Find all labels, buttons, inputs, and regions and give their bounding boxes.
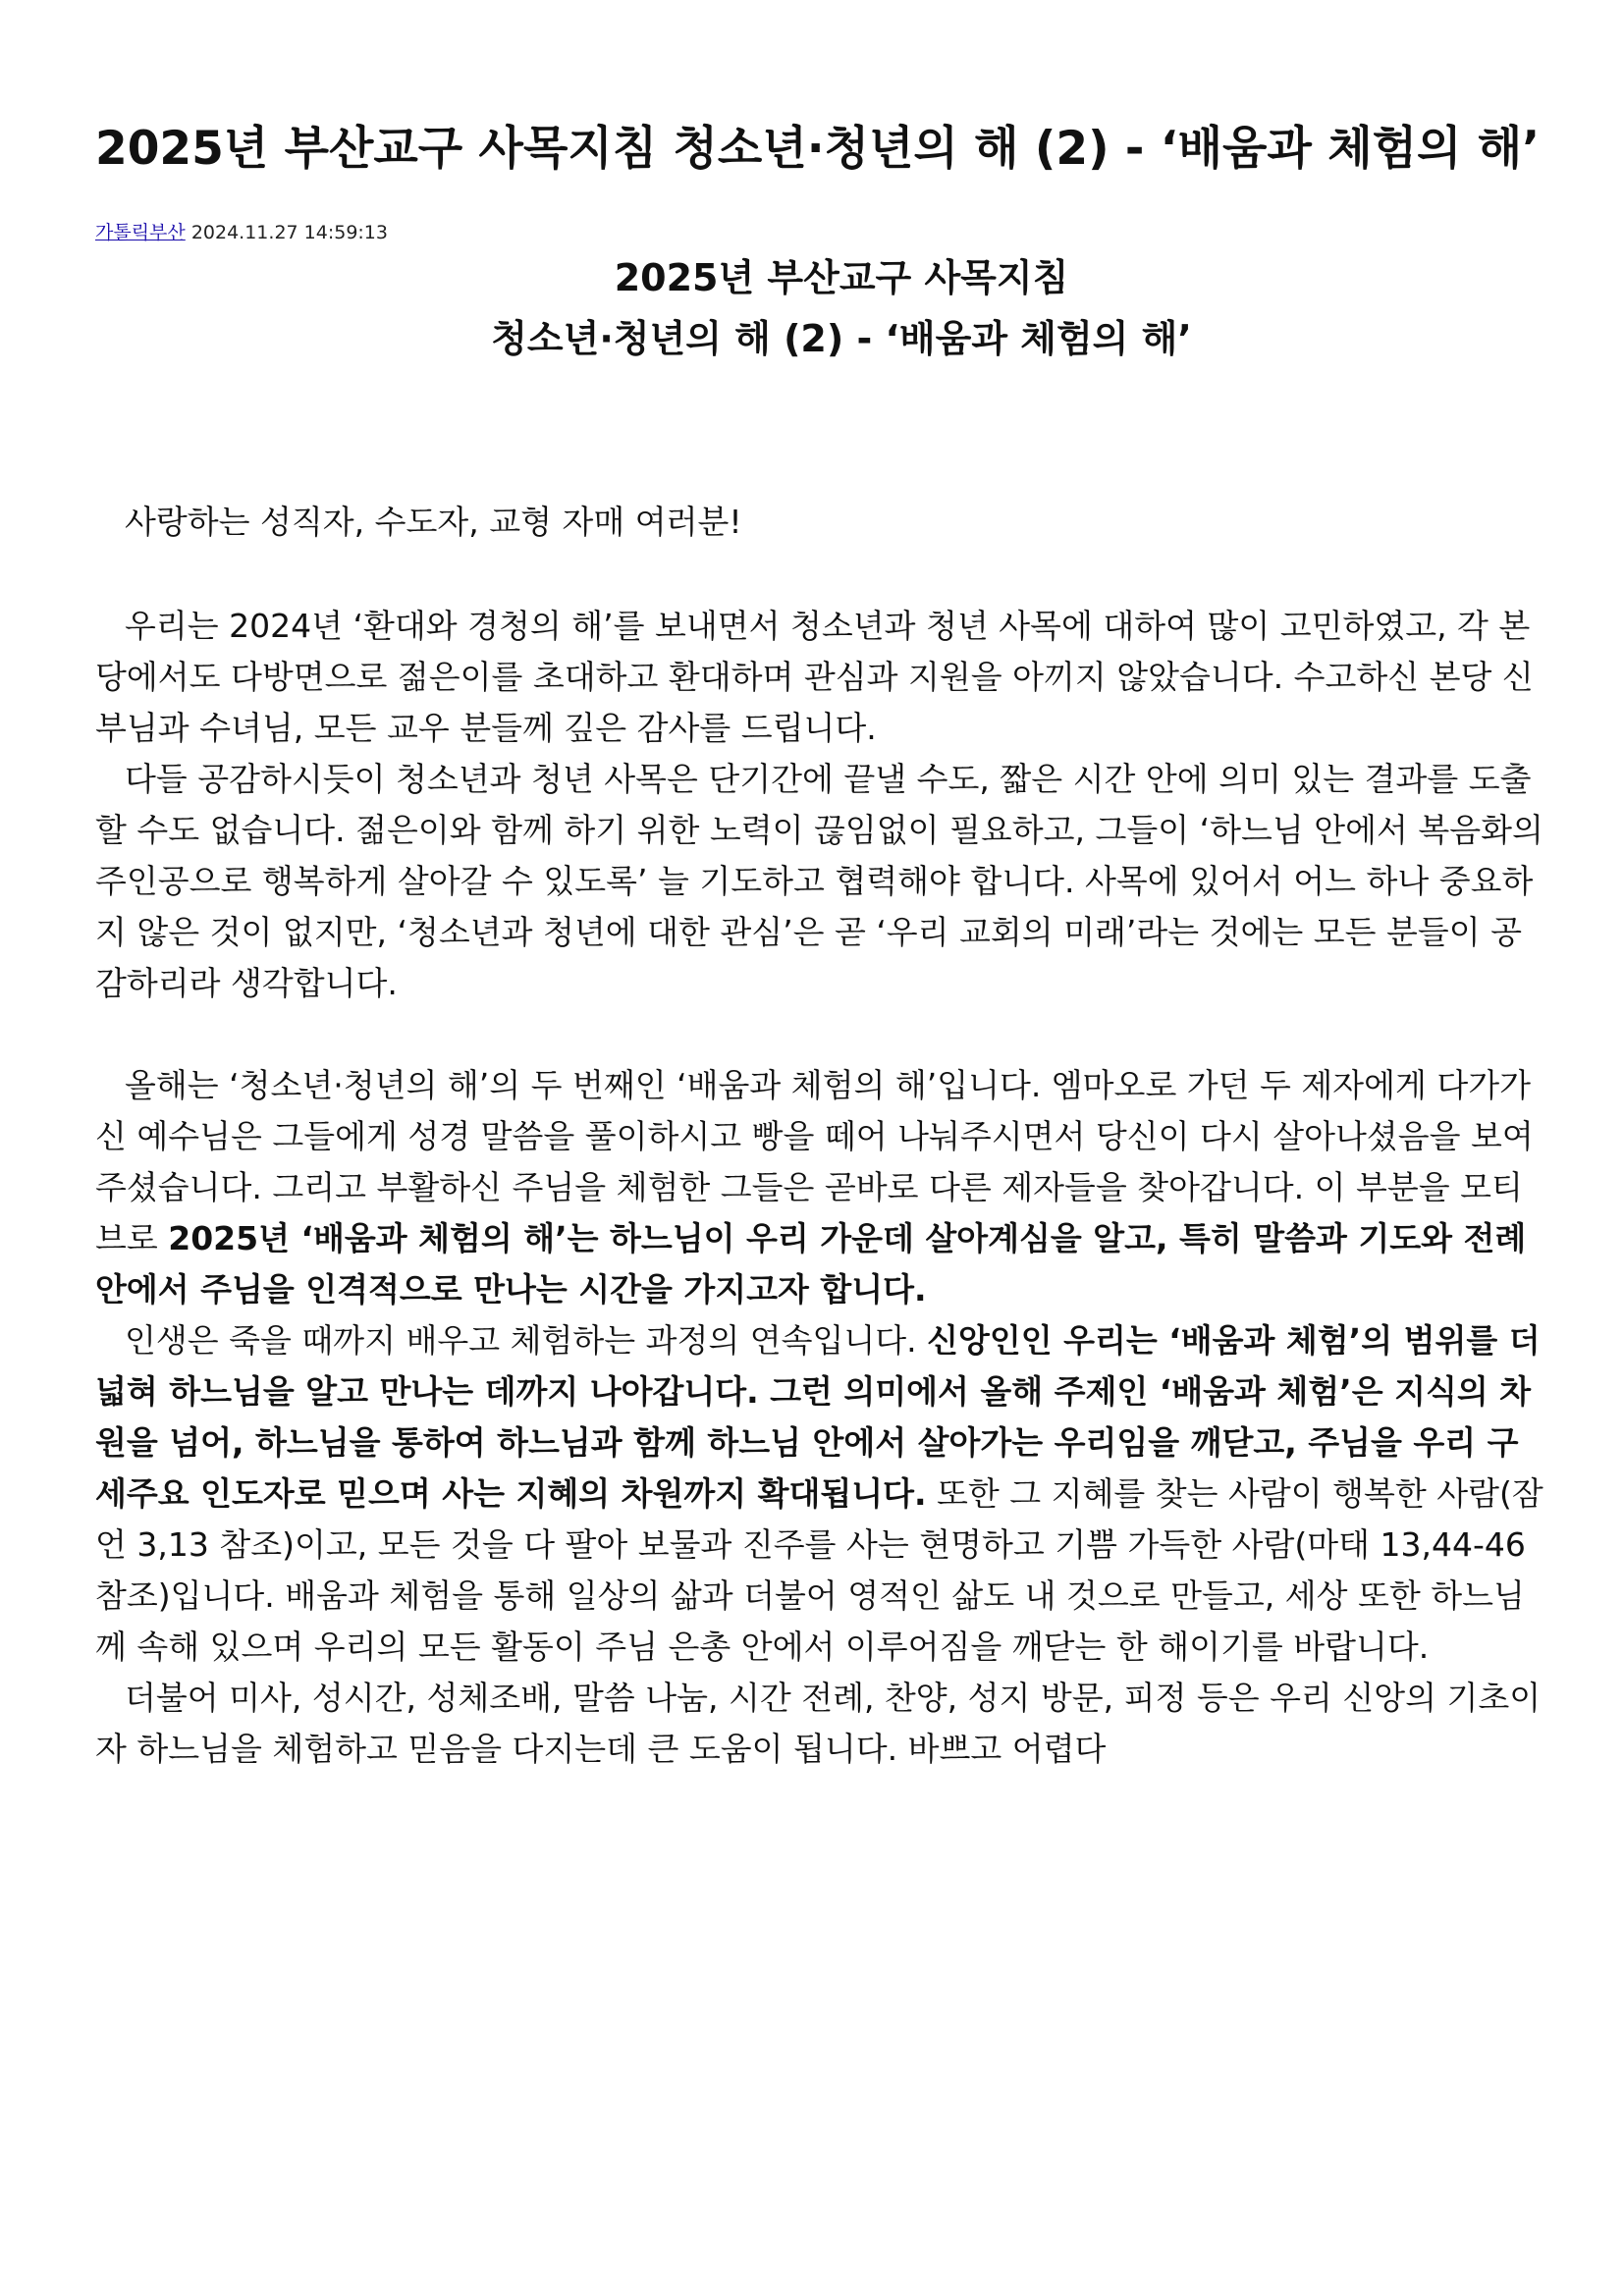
subheading-line-2: 청소년·청년의 해 (2) - ‘배움과 체험의 해’ (491, 317, 1192, 360)
subheading-line-1: 2025년 부산교구 사목지침 (614, 256, 1069, 299)
article (95, 116, 1548, 1775)
source-link[interactable]: 가톨릭부산 (95, 222, 186, 243)
paragraph-5-text-a: 인생은 죽을 때까지 배우고 체험하는 과정의 연속입니다. (125, 1321, 928, 1360)
paragraph-4 (95, 1060, 1548, 1315)
article-body (95, 497, 1548, 1775)
paragraph-2: 우리는 2024년 ‘환대와 경청의 해’를 보내면서 청소년과 청년 사목에 대하여 많이 고민하였고, 각 본당에서도 다방면으로 젊은이를 초대하고 환대하며 관심과 지원을 아끼지 않았습니다. 수고하신 본당 신부님과 수녀님, 모든 교우 분들께 깊은 감사를 드립니다. (95, 607, 1534, 747)
paragraph-3: 다들 공감하시듯이 청소년과 청년 사목은 단기간에 끝낼 수도, 짧은 시간 안에 의미 있는 결과를 도출할 수도 없습니다. 젊은이와 함께 하기 위한 노력이 끊임없이 필요하고, 그들이 ‘하느님 안에서 복음화의 주인공으로 행복하게 살아갈 수 있도록’ 늘 기도하고 협력해야 합니다. 사목에 있어서 어느 하나 중요하지 않은 것이 없지만, ‘청소년과 청년에 대한 관심’은 곧 ‘우리 교회의 미래’라는 것에는 모든 분들이 공감하리라 생각합니다. (95, 760, 1543, 1002)
paragraph-5 (95, 1315, 1548, 1673)
subheading (135, 247, 1548, 369)
article-title: 2025년 부산교구 사목지침 청소년·청년의 해 (2) - ‘배움과 체험의 해’ (95, 122, 1541, 176)
paragraph-4-text: 올해는 ‘청소년·청년의 해’의 두 번째인 ‘배움과 체험의 해’입니다. 엠마오로 가던 두 제자에게 다가가신 예수님은 그들에게 성경 말씀을 풀이하시고 빵을 떼어 나눠주시면서 당신이 다시 살아나셨음을 보여주셨습니다. 그리고 부활하신 주님을 체험한 그들은 곧바로 다른 제자들을 찾아갑니다. 이 부분을 모티브로 (95, 1066, 1534, 1257)
paragraph-greeting: 사랑하는 성직자, 수도자, 교형 자매 여러분! (125, 503, 742, 541)
paragraph-5-text-b: 또한 그 지혜를 찾는 사람이 행복한 사람(잠언 3,13 참조)이고, 모든 것을 다 팔아 보물과 진주를 사는 현명하고 기쁨 가득한 사람(마태 13,44-46 참조)입니다. 배움과 체험을 통해 일상의 삶과 더불어 영적인 삶도 내 것으로 만들고, 세상 또한 하느님께 속해 있으며 우리의 모든 활동이 주님 은총 안에서 이루어짐을 깨닫는 한 해이기를 바랍니다. (95, 1474, 1543, 1666)
article-meta (95, 220, 1548, 245)
timestamp: 2024.11.27 14:59:13 (190, 222, 388, 243)
paragraph-4-emphasis: 2025년 ‘배움과 체험의 해’는 하느님이 우리 가운데 살아계심을 알고, 특히 말씀과 기도와 전례 안에서 주님을 인격적으로 만나는 시간을 가지고자 합니다. (95, 1219, 1527, 1308)
paragraph-6: 더불어 미사, 성시간, 성체조배, 말씀 나눔, 시간 전례, 찬양, 성지 방문, 피정 등은 우리 신앙의 기초이자 하느님을 체험하고 믿음을 다지는데 큰 도움이 됩니다. 바쁘고 어렵다 (95, 1679, 1542, 1768)
paragraph-5-emphasis: 신앙인인 우리는 ‘배움과 체험’의 범위를 더 넓혀 하느님을 알고 만나는 데까지 나아갑니다. 그런 의미에서 올해 주제인 ‘배움과 체험’은 지식의 차원을 넘어, 하느님을 통하여 하느님과 함께 하느님 안에서 살아가는 우리임을 깨닫고, 주님을 우리 구세주요 인도자로 믿으며 사는 지혜의 차원까지 확대됩니다. (95, 1321, 1541, 1513)
